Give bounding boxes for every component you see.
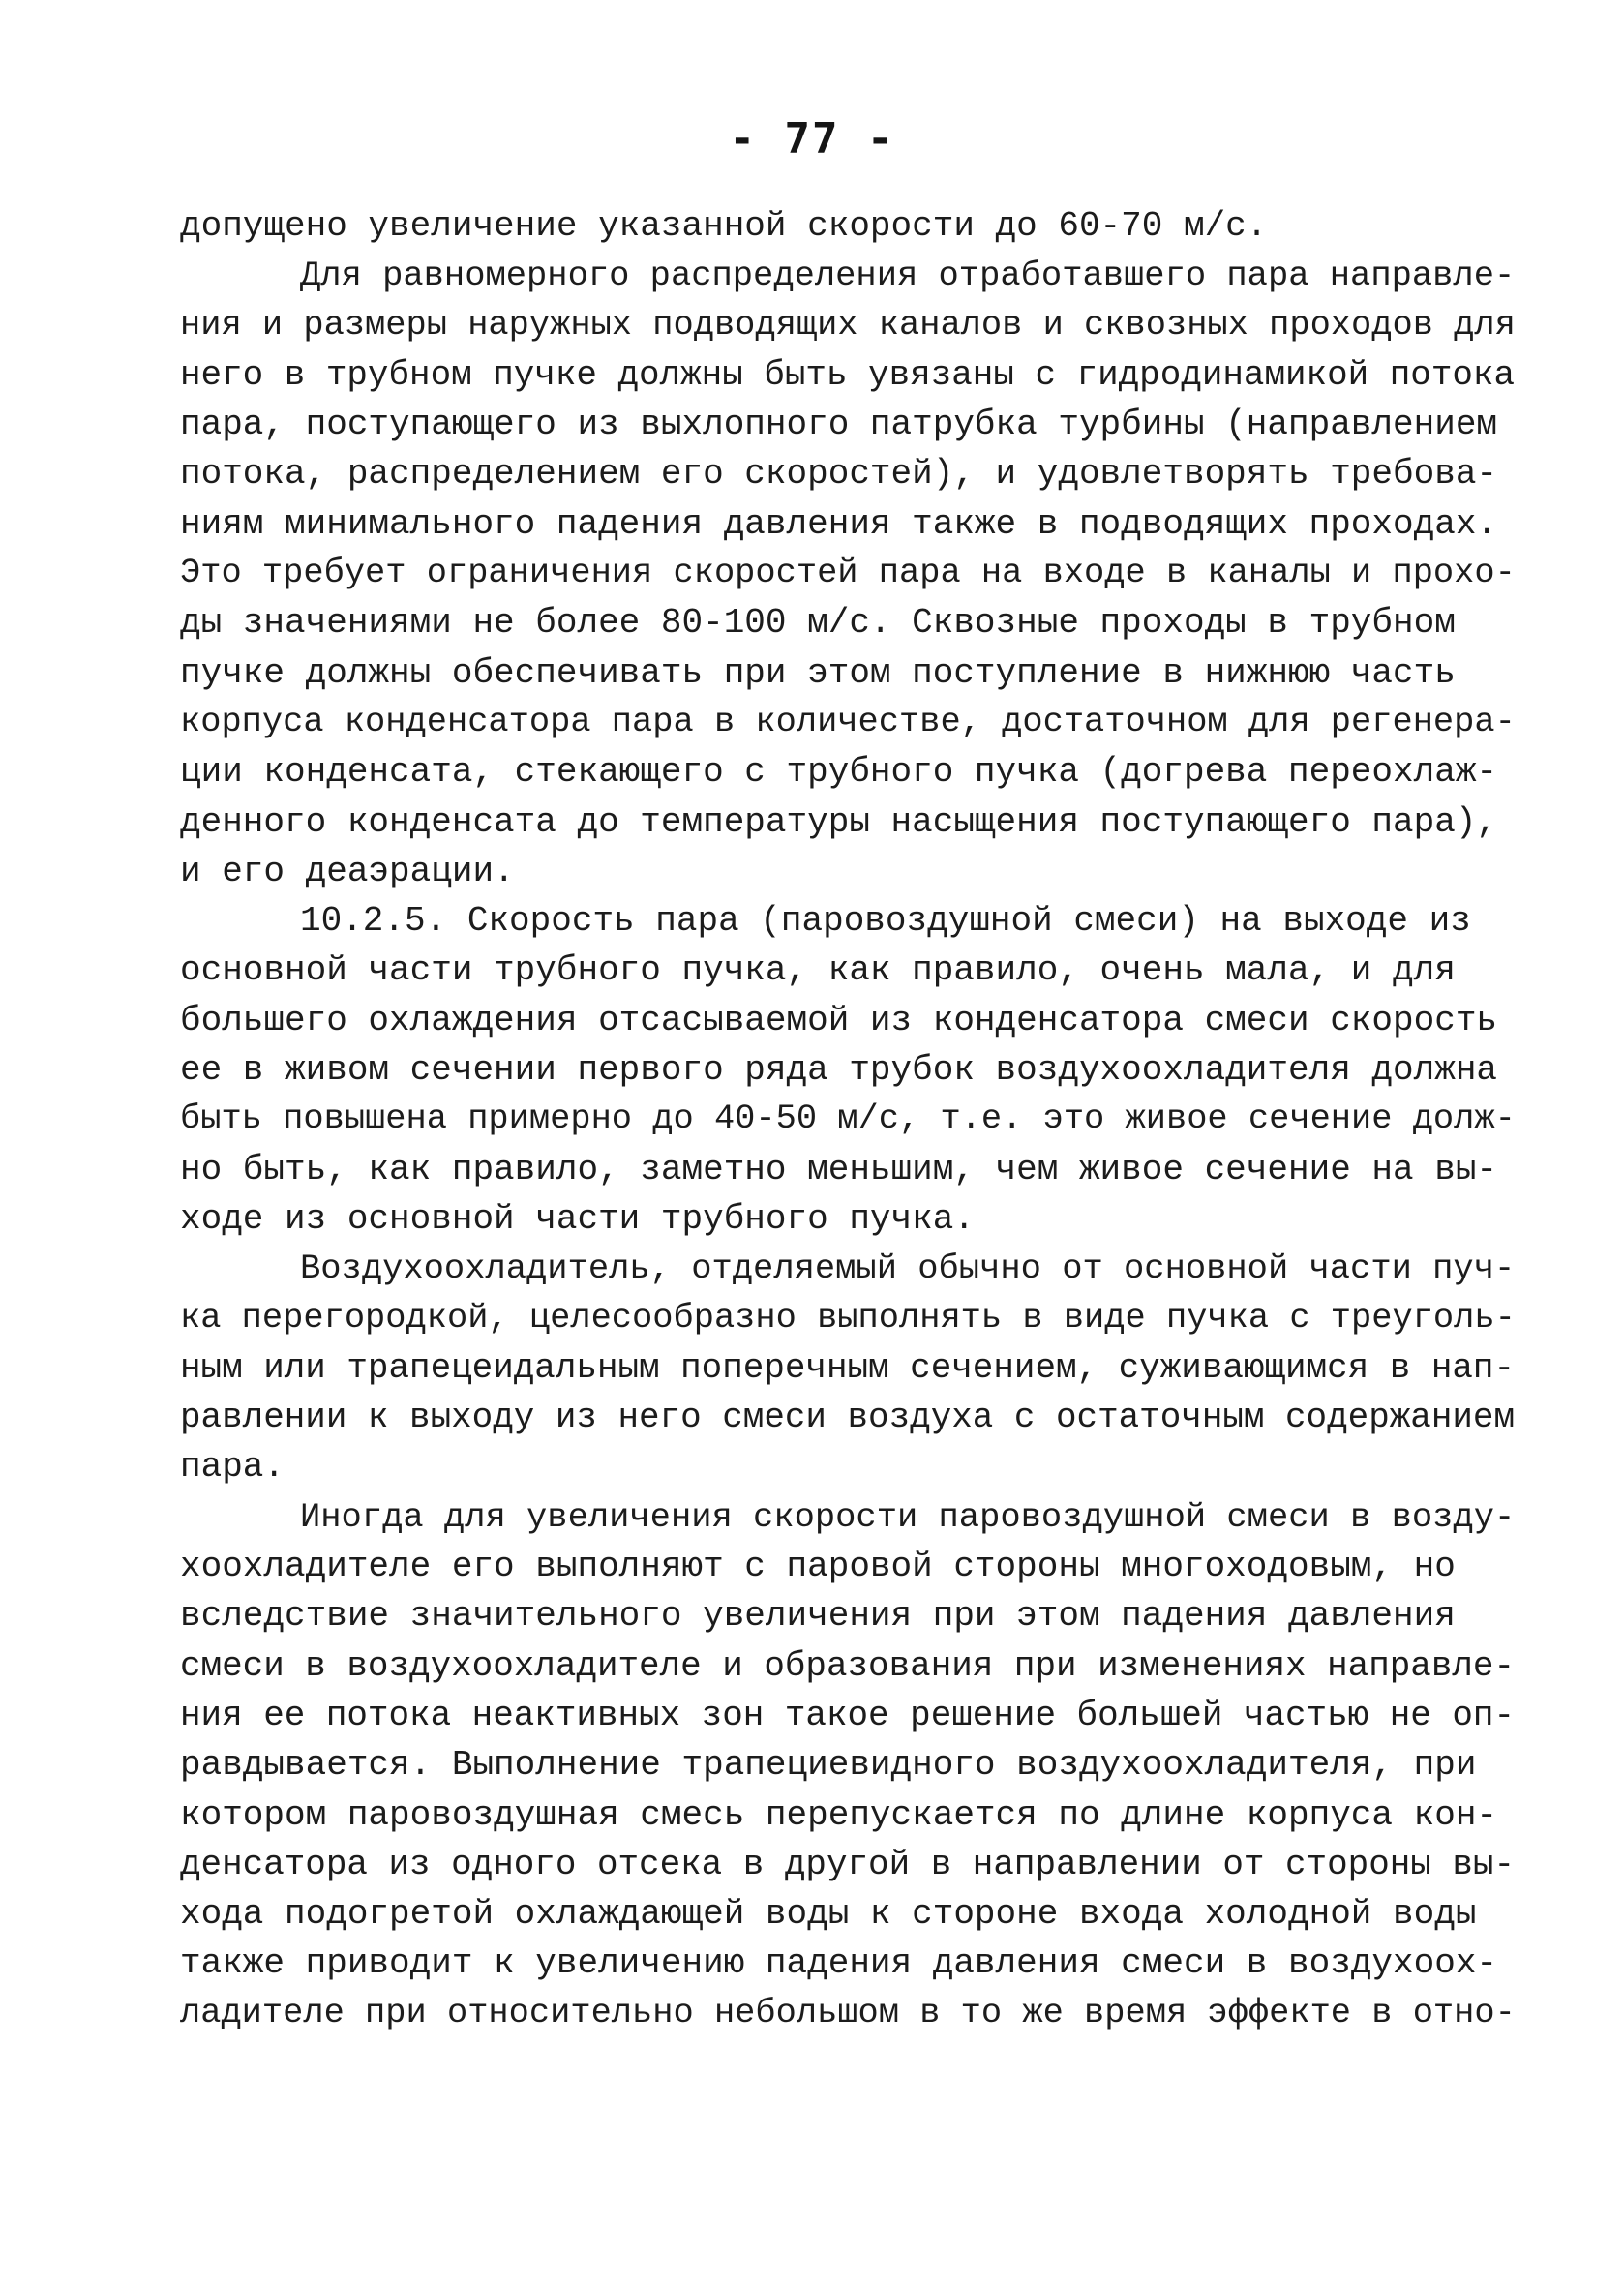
text-line: ее в живом сечении первого ряда трубок воздухоохладителя должна	[180, 1050, 1498, 1091]
text-line: и его деаэрации.	[180, 851, 515, 891]
text-line: ным или трапецеидальным поперечным сечением, суживающимся в нап-	[180, 1347, 1516, 1388]
text-line: Иногда для увеличения скорости паровоздушной смеси в возду-	[300, 1496, 1516, 1537]
text-line: также приводит к увеличению падения давления смеси в воздухоох-	[180, 1943, 1498, 1984]
text-line: вследствие значительного увеличения при этом падения давления	[180, 1596, 1456, 1637]
text-line: ния ее потока неактивных зон такое решение большей частью не оп-	[180, 1695, 1516, 1735]
text-line: равлении к выходу из него смеси воздуха с остаточным содержанием	[180, 1398, 1516, 1438]
text-line: него в трубном пучке должны быть увязаны с гидродинамикой потока	[180, 354, 1516, 395]
text-line: равдывается. Выполнение трапециевидного воздухоохладителя, при	[180, 1745, 1477, 1786]
text-line: ния и размеры наружных подводящих каналов и сквозных проходов для	[180, 305, 1516, 345]
text-line: 10.2.5. Скорость пара (паровоздушной смеси) на выходе из	[300, 901, 1471, 942]
text-line: ции конденсата, стекающего с трубного пучка (догрева переохлаж-	[180, 752, 1498, 793]
text-line: Это требует ограничения скоростей пара на входе в каналы и прохо-	[180, 554, 1516, 593]
text-line: смеси в воздухоохладителе и образования при изменениях направле-	[180, 1645, 1516, 1686]
text-line: основной части трубного пучка, как правило, очень мала, и для	[180, 950, 1456, 991]
text-line: корпуса конденсатора пара в количестве, достаточном для регенера-	[180, 702, 1516, 741]
body-text	[180, 201, 1516, 2038]
text-line: Воздухоохладитель, отделяемый обычно от основной части пуч-	[300, 1248, 1516, 1289]
text-line: допущено увеличение указанной скорости до 60-70 м/с.	[180, 206, 1268, 246]
text-line: ладителе при относительно небольшом в то же время эффекте в отно-	[180, 1993, 1516, 2032]
text-line: ниям минимального падения давления также в подводящих проходах.	[180, 503, 1498, 544]
page-number: - 77 -	[729, 114, 895, 164]
text-line: денсатора из одного отсека в другой в направлении от стороны вы-	[180, 1844, 1516, 1884]
text-line: большего охлаждения отсасываемой из конденсатора смеси скорость	[180, 1000, 1498, 1040]
text-line: потока, распределением его скоростей), и удовлетворять требова-	[180, 454, 1498, 495]
text-line: быть повышена примерно до 40-50 м/с, т.е. это живое сечение долж-	[180, 1099, 1516, 1139]
text-line: ходе из основной части трубного пучка.	[180, 1198, 975, 1239]
text-line: пара.	[180, 1447, 286, 1488]
text-line: ка перегородкой, целесообразно выполнять в виде пучка с треуголь-	[180, 1298, 1516, 1338]
text-line: Для равномерного распределения отработавшего пара направле-	[300, 256, 1516, 296]
text-line: хоохладителе его выполняют с паровой стороны многоходовым, но	[180, 1547, 1456, 1587]
text-line: денного конденсата до температуры насыщения поступающего пара),	[180, 801, 1498, 842]
text-line: пучке должны обеспечивать при этом поступление в нижнюю часть	[180, 652, 1456, 693]
text-line: хода подогретой охлаждающей воды к стороне входа холодной воды	[180, 1894, 1477, 1935]
text-line: пара, поступающего из выхлопного патрубка турбины (направлением	[180, 405, 1498, 445]
text-line: но быть, как правило, заметно меньшим, чем живое сечение на вы-	[180, 1149, 1498, 1189]
text-line: котором паровоздушная смесь перепускается по длине корпуса кон-	[180, 1794, 1498, 1835]
text-line: ды значениями не более 80-100 м/с. Сквозные проходы в трубном	[180, 603, 1456, 644]
